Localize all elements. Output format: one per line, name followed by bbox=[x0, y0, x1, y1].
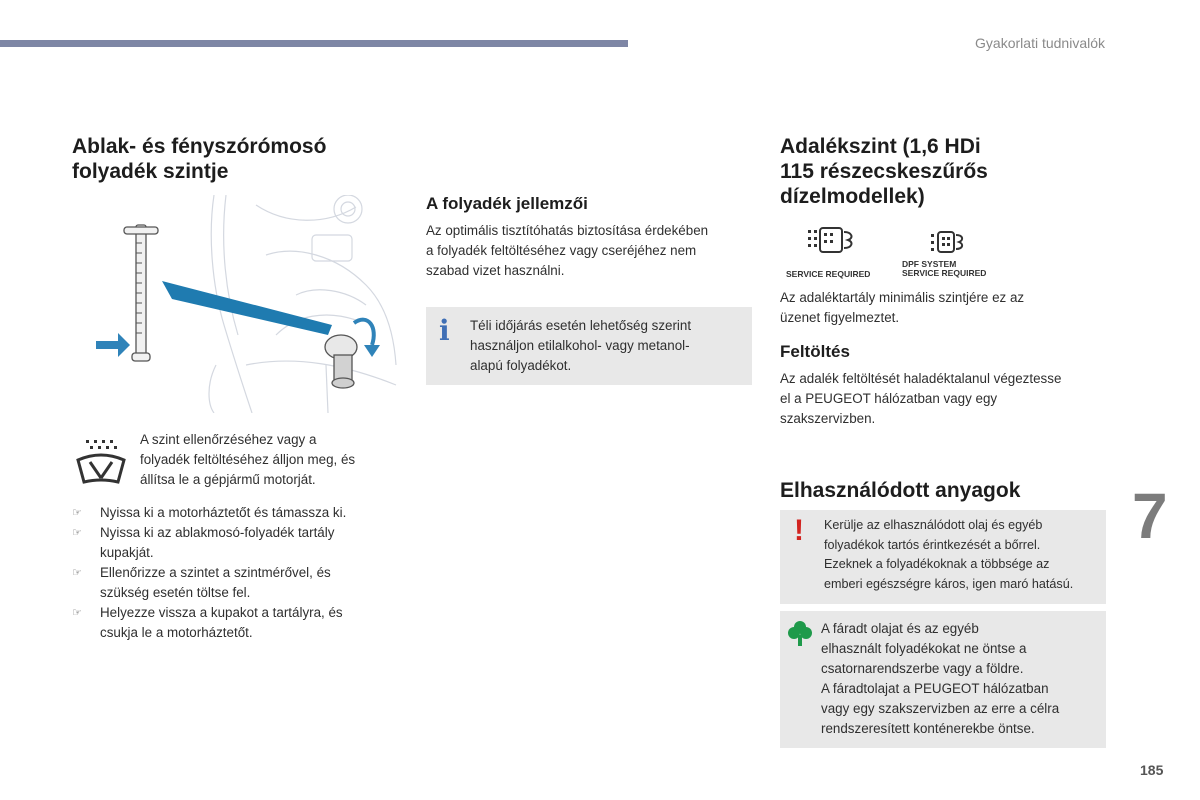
section-title: Gyakorlati tudnivalók bbox=[975, 35, 1105, 51]
dpf-filter-icon bbox=[930, 230, 966, 254]
info-icon: i bbox=[439, 314, 450, 347]
desc-line-2: üzenet figyelmeztet. bbox=[780, 310, 900, 325]
list-item bbox=[72, 503, 402, 523]
info-line-1: Téli időjárás esetén lehetőség szerint bbox=[470, 318, 692, 333]
stop-engine-note bbox=[140, 430, 400, 490]
info-line-3: alapú folyadékot. bbox=[470, 358, 572, 373]
warning-line-3: Ezeknek a folyadékoknak a többsége az bbox=[824, 557, 1050, 571]
header-rule bbox=[0, 40, 628, 47]
warning-text bbox=[824, 516, 1104, 594]
pointing-hand-icon: ☞ bbox=[72, 527, 82, 539]
fluid-line-2: a folyadék feltöltéséhez vagy cseréjéhez nem bbox=[426, 243, 697, 258]
dpf-label-line-2: SERVICE REQUIRED bbox=[902, 268, 987, 278]
environment-text bbox=[821, 619, 1103, 739]
service-required-warning bbox=[786, 226, 882, 282]
step-2-line-2: kupakját. bbox=[100, 545, 154, 560]
warning-line-2: folyadékok tartós érintkezését a bőrrel. bbox=[824, 537, 1041, 552]
list-item bbox=[72, 563, 402, 603]
warning-box bbox=[780, 510, 1106, 604]
dpf-label-line-1: DPF SYSTEM bbox=[902, 259, 957, 269]
refill-line-1: Az adalék feltöltését haladéktalanul végeztesse bbox=[780, 371, 1062, 386]
pointing-hand-icon: ☞ bbox=[72, 607, 82, 619]
washer-fluid-title bbox=[72, 134, 326, 184]
pointing-hand-icon: ☞ bbox=[72, 507, 82, 519]
note-line-3: állítsa le a gépjármű motorját. bbox=[140, 472, 316, 487]
fluid-line-3: szabad vizet használni. bbox=[426, 263, 565, 278]
refill-body bbox=[780, 369, 1120, 429]
list-item bbox=[72, 603, 402, 643]
dpf-service-warning bbox=[902, 230, 1002, 280]
additive-level-title bbox=[780, 134, 988, 209]
fluid-line-1: Az optimális tisztítóhatás biztosítása érdekében bbox=[426, 223, 709, 238]
pointing-hand-icon: ☞ bbox=[72, 567, 82, 579]
additive-title-line-2: 115 részecskeszűrős bbox=[780, 160, 988, 183]
dpf-label bbox=[902, 260, 986, 278]
washer-fluid-title-line1: Ablak- és fényszórómosó bbox=[72, 135, 327, 158]
refill-line-3: szakszervizben. bbox=[780, 411, 876, 426]
step-4-line-2: csukja le a motorháztetőt. bbox=[100, 625, 253, 640]
step-4-line-1: Helyezze vissza a kupakot a tartályra, és bbox=[100, 605, 343, 620]
washer-reservoir-illustration bbox=[96, 195, 398, 413]
additive-description bbox=[780, 288, 1110, 328]
info-line-2: használjon etilalkohol- vagy metanol- bbox=[470, 338, 690, 353]
chapter-number: 7 bbox=[1132, 480, 1168, 552]
winter-info-text bbox=[470, 316, 745, 376]
eco-line-2: elhasznált folyadékokat ne öntse a bbox=[821, 641, 1027, 656]
additive-title-line-3: dízelmodellek) bbox=[780, 185, 925, 208]
tree-icon bbox=[788, 619, 812, 647]
eco-line-3: csatornarendszerbe vagy a földre. bbox=[821, 661, 1024, 676]
eco-line-4: A fáradtolajat a PEUGEOT hálózatban bbox=[821, 681, 1049, 696]
warning-line-4: emberi egészségre káros, igen maró hatású. bbox=[824, 576, 1074, 591]
service-required-label: SERVICE REQUIRED bbox=[786, 269, 871, 279]
note-line-1: A szint ellenőrzéséhez vagy a bbox=[140, 432, 317, 447]
eco-line-6: rendszeresített konténerekbe öntse. bbox=[821, 721, 1035, 736]
eco-line-1: A fáradt olajat és az egyéb bbox=[821, 621, 979, 636]
fluid-properties-title: A folyadék jellemzői bbox=[426, 194, 588, 213]
step-3-line-2: szükség esetén töltse fel. bbox=[100, 585, 251, 600]
eco-line-5: vagy egy szakszervizben az erre a célra bbox=[821, 701, 1060, 716]
additive-title-line-1: Adalékszint (1,6 HDi bbox=[780, 135, 981, 158]
step-2-line-1: Nyissa ki az ablakmosó-folyadék tartály bbox=[100, 525, 335, 540]
step-3-line-1: Ellenőrizze a szintet a szintmérővel, és bbox=[100, 565, 331, 580]
exclamation-icon: ! bbox=[794, 514, 804, 547]
desc-line-1: Az adaléktartály minimális szintjére ez az bbox=[780, 290, 1025, 305]
wiper-stop-engine-icon bbox=[74, 436, 128, 488]
refill-title: Feltöltés bbox=[780, 342, 850, 361]
list-item bbox=[72, 523, 402, 563]
note-line-2: folyadék feltöltéséhez álljon meg, és bbox=[140, 452, 356, 467]
fluid-properties-body bbox=[426, 221, 756, 281]
particle-filter-icon bbox=[806, 226, 856, 256]
steps-list bbox=[72, 503, 402, 643]
page-number: 185 bbox=[1140, 762, 1164, 778]
winter-info-box bbox=[426, 307, 752, 385]
environment-box bbox=[780, 611, 1106, 748]
refill-line-2: el a PEUGEOT hálózatban vagy egy bbox=[780, 391, 998, 406]
used-materials-title: Elhasználódott anyagok bbox=[780, 479, 1021, 502]
washer-fluid-title-line2: folyadék szintje bbox=[72, 160, 229, 183]
step-1-line-1: Nyissa ki a motorháztetőt és támassza ki. bbox=[100, 505, 347, 520]
warning-line-1: Kerülje az elhasználódott olaj és egyéb bbox=[824, 518, 1043, 532]
